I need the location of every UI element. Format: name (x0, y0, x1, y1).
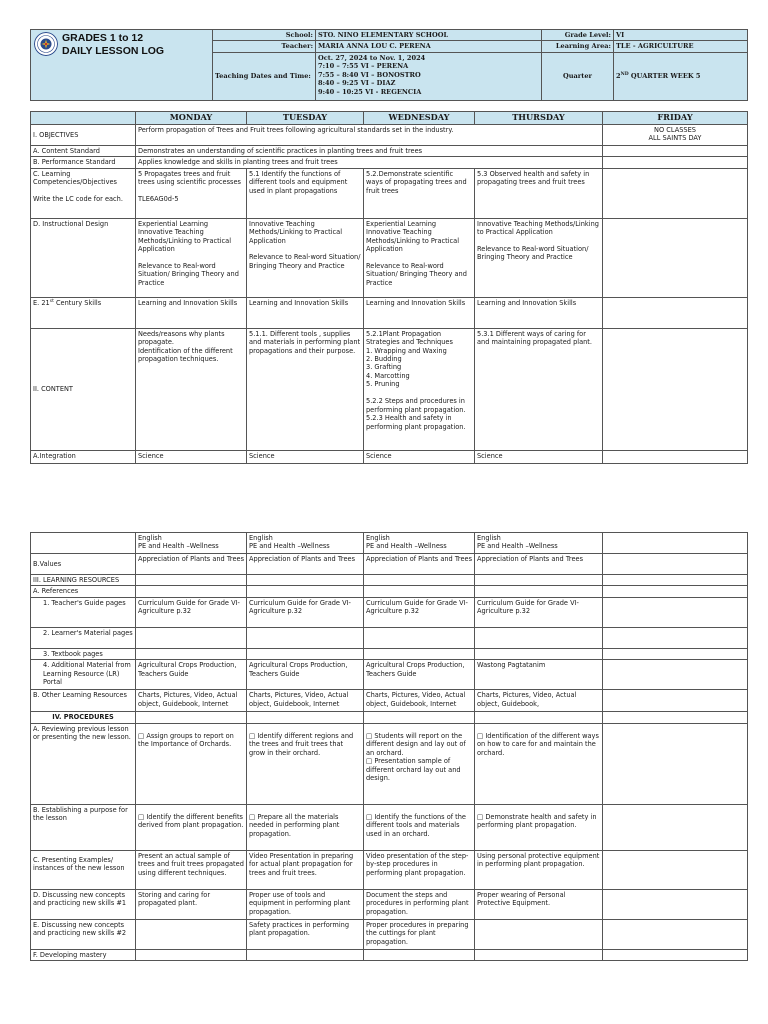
teaching-dates-value: Oct. 27, 2024 to Nov. 1, 2024 7:10 – 7:55 VI – PERENA 7:55 – 8:40 VI – BONOSTRO 8:40 – 9:25 VI – DIAZ 9:40 – 10:25 VI - REGENCIA (316, 52, 542, 100)
competencies-label: C. Learning Competencies/Objectives Write the LC code for each. (31, 168, 136, 218)
instructional-design-label: D. Instructional Design (31, 218, 136, 297)
review-tuesday: □ Identify different regions and the trees and fruit trees that grow in their orchard. (247, 723, 364, 804)
integration-cont-label (31, 533, 136, 554)
competency-thursday: 5.3 Observed health and safety in propagating trees and fruit trees (475, 168, 603, 218)
friday-blank (603, 690, 748, 712)
title-line1: GRADES 1 to 12 (62, 32, 144, 44)
competency-tuesday: 5.1 Identify the functions of different tools and equipment used in plant propagations (247, 168, 364, 218)
teachers-guide-label: 1. Teacher's Guide pages (31, 597, 136, 627)
friday-blank (603, 328, 748, 450)
other-thursday: Charts, Pictures, Video, Actual object, Guidebook, (475, 690, 603, 712)
tg-tuesday: Curriculum Guide for Grade VI-Agriculture p.32 (247, 597, 364, 627)
discuss-2-label: E. Discussing new concepts and practicing new skills #2 (31, 919, 136, 949)
design-tuesday: Innovative Teaching Methods/Linking to Practical Application Relevance to Real-word Situation/ Bringing Theory and Practice (247, 218, 364, 297)
objectives-label: I. OBJECTIVES (31, 124, 136, 145)
friday-blank (603, 723, 748, 804)
century-skills-label-sup: st (49, 298, 54, 304)
content-thursday: 5.3.1 Different ways of caring for and maintaining propagated plant. (475, 328, 603, 450)
reviewing-label: A. Reviewing previous lesson or presenting the new lesson. (31, 723, 136, 804)
competency-wednesday: 5.2.Demonstrate scientific ways of propagating trees and fruit trees (364, 168, 475, 218)
additional-material-label: 4. Additional Material from Learning Resource (LR) Portal (31, 660, 136, 690)
examples-wednesday: Video presentation of the step-by-step procedures in performing plant propagation. (364, 850, 475, 889)
purpose-label: B. Establishing a purpose for the lesson (31, 804, 136, 850)
friday-note: NO CLASSES ALL SAINTS DAY (603, 124, 748, 145)
quarter-number: 2 (616, 72, 621, 81)
procedures-label: IV. PROCEDURES (31, 712, 136, 723)
integration-label: A.Integration (31, 450, 136, 463)
other-wednesday: Charts, Pictures, Video, Actual object, Guidebook, Internet (364, 690, 475, 712)
learning-resources-label: III. LEARNING RESOURCES (31, 575, 136, 586)
purpose-wednesday: □ Identify the functions of the different tools and materials used in an orchard. (364, 804, 475, 850)
examples-tuesday: Video Presentation in preparing for actual plant propagation for trees and fruit trees. (247, 850, 364, 889)
skills-wednesday: Learning and Innovation Skills (364, 297, 475, 328)
learning-area-value: TLE - AGRICULTURE (614, 41, 748, 52)
integration-cont-wednesday: English PE and Health –Wellness (364, 533, 475, 554)
integration-cont-monday: English PE and Health –Wellness (136, 533, 247, 554)
day-header-friday: FRIDAY (603, 112, 748, 125)
discuss1-thursday: Proper wearing of Personal Protective Equipment. (475, 889, 603, 919)
friday-blank (603, 804, 748, 850)
quarter-value (614, 52, 748, 100)
century-skills-label-pre: E. 21 (33, 298, 50, 307)
learners-material-label: 2. Learner's Material pages (31, 627, 136, 648)
learning-area-label: Learning Area: (542, 41, 614, 52)
friday-blank (603, 533, 748, 554)
school-value: STO. NINO ELEMENTARY SCHOOL (316, 30, 542, 41)
teacher-label: Teacher: (213, 41, 316, 52)
other-resources-label: B. Other Learning Resources (31, 690, 136, 712)
textbook-label: 3. Textbook pages (31, 648, 136, 659)
other-monday: Charts, Pictures, Video, Actual object, Guidebook, Internet (136, 690, 247, 712)
skills-tuesday: Learning and Innovation Skills (247, 297, 364, 328)
integration-monday: Science (136, 450, 247, 463)
additional-tuesday: Agricultural Crops Production, Teachers Guide (247, 660, 364, 690)
content-wednesday: 5.2.1Plant Propagation Strategies and Techniques 1. Wrapping and Waxing 2. Budding 3. Grafting 4. Marcotting 5. Pruning 5.2.2 Steps and procedures in performing plant propagation. 5.2.3 Health and safety in performing plant propagation. (364, 328, 475, 450)
grade-level-label: Grade Level: (542, 30, 614, 41)
integration-cont-thursday: English PE and Health –Wellness (475, 533, 603, 554)
header-logo-cell (31, 30, 213, 101)
friday-blank (603, 554, 748, 575)
friday-blank (603, 850, 748, 889)
day-header-tuesday: TUESDAY (247, 112, 364, 125)
references-label: A. References (31, 586, 136, 597)
content-monday: Needs/reasons why plants propagate. Identification of the different propagation techniques. (136, 328, 247, 450)
tg-wednesday: Curriculum Guide for Grade VI-Agriculture p.32 (364, 597, 475, 627)
review-monday: □ Assign groups to report on the Importance of Orchards. (136, 723, 247, 804)
teaching-dates-label: Teaching Dates and Time: (213, 52, 316, 100)
day-header-wednesday: WEDNESDAY (364, 112, 475, 125)
header-table (30, 29, 748, 101)
values-tuesday: Appreciation of Plants and Trees (247, 554, 364, 575)
friday-blank (603, 168, 748, 218)
discuss1-monday: Storing and caring for propagated plant. (136, 889, 247, 919)
discuss2-wednesday: Proper procedures in preparing the cuttings for plant propagation. (364, 919, 475, 949)
century-skills-label (31, 297, 136, 328)
tg-thursday: Curriculum Guide for Grade VI-Agriculture p.32 (475, 597, 603, 627)
values-wednesday: Appreciation of Plants and Trees (364, 554, 475, 575)
review-wednesday: □ Students will report on the different design and lay out of an orchard. □ Presentation sample of different orchard lay out and design. (364, 723, 475, 804)
friday-blank (603, 597, 748, 627)
day-header-thursday: THURSDAY (475, 112, 603, 125)
friday-blank (603, 450, 748, 463)
discuss2-monday (136, 919, 247, 949)
discuss-1-label: D. Discussing new concepts and practicing new skills #1 (31, 889, 136, 919)
examples-label: C. Presenting Examples/ instances of the new lesson (31, 850, 136, 889)
lesson-log-table-2 (30, 532, 748, 961)
lesson-log-table-1 (30, 111, 748, 464)
additional-wednesday: Agricultural Crops Production, Teachers Guide (364, 660, 475, 690)
integration-thursday: Science (475, 450, 603, 463)
discuss1-tuesday: Proper use of tools and equipment in performing plant propagation. (247, 889, 364, 919)
day-header-monday: MONDAY (136, 112, 247, 125)
review-thursday: □ Identification of the different ways on how to care for and maintain the orchard. (475, 723, 603, 804)
quarter-label: Quarter (542, 52, 614, 100)
corner-header (31, 112, 136, 125)
integration-tuesday: Science (247, 450, 364, 463)
century-skills-label-post: Century Skills (53, 298, 102, 307)
purpose-monday: □ Identify the different benefits derived from plant propagation. (136, 804, 247, 850)
values-thursday: Appreciation of Plants and Trees (475, 554, 603, 575)
discuss2-thursday (475, 919, 603, 949)
examples-monday: Present an actual sample of trees and fruit trees propagated using different techniques. (136, 850, 247, 889)
design-monday: Experiential Learning Innovative Teaching Methods/Linking to Practical Application Relevance to Real-word Situation/ Bringing Theory and Practice (136, 218, 247, 297)
design-wednesday: Experiential Learning Innovative Teaching Methods/Linking to Practical Application Relevance to Real-word Situation/ Bringing Theory and Practice (364, 218, 475, 297)
deped-seal-icon (34, 32, 58, 56)
discuss1-wednesday: Document the steps and procedures in performing plant propagation. (364, 889, 475, 919)
performance-standard-text: Applies knowledge and skills in planting trees and fruit trees (136, 157, 603, 168)
objectives-text: Perform propagation of Trees and Fruit trees following agricultural standards set in the industry. (136, 124, 603, 145)
quarter-ordinal: ND (620, 72, 629, 78)
friday-blank (603, 919, 748, 949)
grade-level-value: VI (614, 30, 748, 41)
friday-blank (603, 660, 748, 690)
content-standard-label: A. Content Standard (31, 145, 136, 156)
content-standard-text: Demonstrates an understanding of scientific practices in planting trees and fruit trees (136, 145, 603, 156)
tg-monday: Curriculum Guide for Grade VI-Agriculture p.32 (136, 597, 247, 627)
skills-thursday: Learning and Innovation Skills (475, 297, 603, 328)
skills-monday: Learning and Innovation Skills (136, 297, 247, 328)
friday-blank (603, 889, 748, 919)
integration-cont-tuesday: English PE and Health –Wellness (247, 533, 364, 554)
purpose-thursday: □ Demonstrate health and safety in performing plant propagation. (475, 804, 603, 850)
values-monday: Appreciation of Plants and Trees (136, 554, 247, 575)
friday-blank (603, 145, 748, 156)
additional-thursday: Wastong Pagtatanim (475, 660, 603, 690)
content-tuesday: 5.1.1. Different tools , supplies and materials in performing plant propagations and their purpose. (247, 328, 364, 450)
quarter-week: QUARTER WEEK 5 (628, 72, 701, 81)
teacher-value: MARIA ANNA LOU C. PERENA (316, 41, 542, 52)
design-thursday: Innovative Teaching Methods/Linking to Practical Application Relevance to Real-word Situation/ Bringing Theory and Practice (475, 218, 603, 297)
examples-thursday: Using personal protective equipment in performing plant propagation. (475, 850, 603, 889)
title-line2: DAILY LESSON LOG (62, 45, 165, 57)
friday-blank (603, 297, 748, 328)
content-label: II. CONTENT (31, 328, 136, 450)
friday-blank (603, 157, 748, 168)
competency-monday: 5 Propagates trees and fruit trees using scientific processes TLE6AG0d-5 (136, 168, 247, 218)
performance-standard-label: B. Performance Standard (31, 157, 136, 168)
friday-blank (603, 218, 748, 297)
integration-wednesday: Science (364, 450, 475, 463)
values-label: B.Values (31, 554, 136, 575)
purpose-tuesday: □ Prepare all the materials needed in performing plant propagation. (247, 804, 364, 850)
school-label: School: (213, 30, 316, 41)
other-tuesday: Charts, Pictures, Video, Actual object, Guidebook, Internet (247, 690, 364, 712)
additional-monday: Agricultural Crops Production, Teachers Guide (136, 660, 247, 690)
discuss2-tuesday: Safety practices in performing plant propagation. (247, 919, 364, 949)
developing-mastery-label: F. Developing mastery (31, 949, 136, 960)
